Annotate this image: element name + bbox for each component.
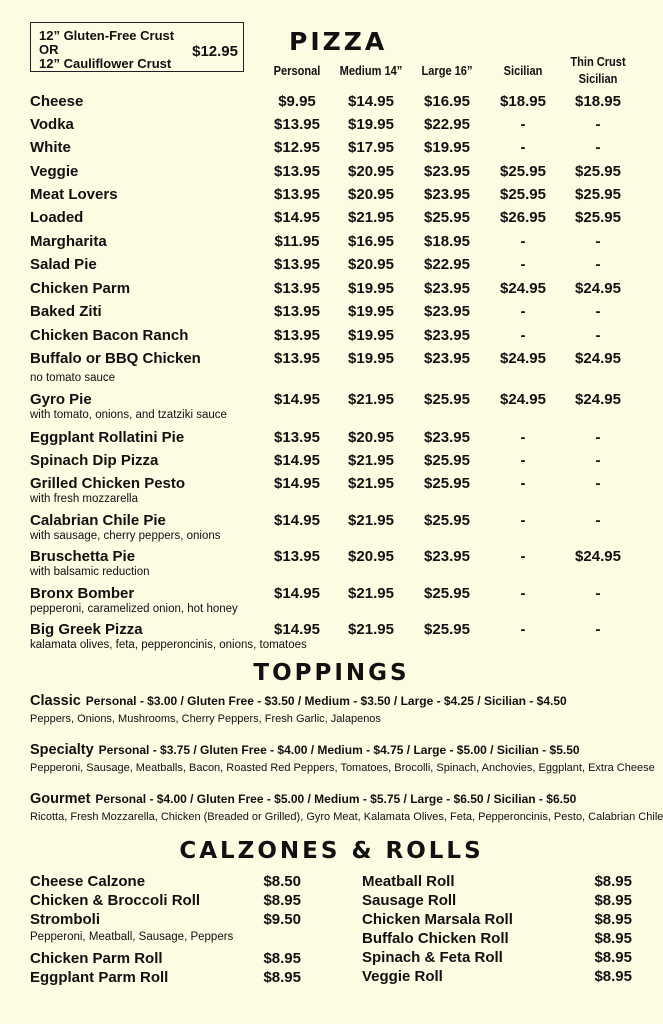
pizza-price: $21.95: [348, 391, 394, 408]
pizza-price: $21.95: [348, 209, 394, 226]
pizza-price: $23.95: [424, 548, 470, 565]
pizza-column-header: Personal: [273, 63, 321, 78]
calzone-name: Stromboli: [30, 911, 100, 928]
pizza-price: $13.95: [274, 256, 320, 273]
pizza-price: $25.95: [424, 512, 470, 529]
pizza-price: $16.95: [348, 233, 394, 250]
pizza-name: Margharita: [30, 233, 107, 250]
pizza-price: $25.95: [500, 186, 546, 203]
pizza-price: $24.95: [575, 548, 621, 565]
pizza-description: with fresh mozzarella: [30, 493, 139, 505]
gluten-free-price: $12.95: [192, 43, 238, 60]
pizza-name: Bruschetta Pie: [30, 548, 136, 565]
pizza-description: kalamata olives, feta, pepperoncinis, onions, tomatoes: [30, 639, 307, 651]
pizza-price: $24.95: [575, 280, 621, 297]
topping-group-header: [30, 741, 580, 759]
calzone-price: $9.50: [263, 911, 301, 928]
pizza-price: $23.95: [424, 280, 470, 297]
pizza-price: $24.95: [500, 350, 546, 367]
pizza-column-header: Large 16”: [421, 63, 473, 78]
topping-group-prices: Personal - $4.00 / Gluten Free - $5.00 / Medium - $5.75 / Large - $6.50 / Sicilian - $6.50: [95, 792, 577, 806]
pizza-price: -: [595, 585, 601, 602]
topping-group-prices: Personal - $3.00 / Gluten Free - $3.50 / Medium - $3.50 / Large - $4.25 / Sicilian - $4.50: [85, 694, 567, 708]
topping-group-prices: Personal - $3.75 / Gluten Free - $4.00 / Medium - $4.75 / Large - $5.00 / Sicilian - $5.50: [98, 743, 580, 757]
topping-group-name: Gourmet: [30, 791, 91, 807]
pizza-price: $25.95: [424, 475, 470, 492]
pizza-price: $25.95: [424, 452, 470, 469]
pizza-price: $23.95: [424, 163, 470, 180]
roll-name: Veggie Roll: [362, 968, 443, 985]
pizza-price: -: [595, 452, 601, 469]
calzone-price: $8.95: [263, 950, 301, 967]
pizza-name: Grilled Chicken Pesto: [30, 475, 186, 492]
pizza-name: Loaded: [30, 209, 84, 226]
pizza-price: -: [595, 621, 601, 638]
pizza-name: Bronx Bomber: [30, 585, 135, 602]
pizza-price: $19.95: [348, 116, 394, 133]
pizza-price: $25.95: [575, 186, 621, 203]
pizza-price: -: [595, 327, 601, 344]
roll-name: Buffalo Chicken Roll: [362, 930, 509, 947]
pizza-price: $22.95: [424, 256, 470, 273]
roll-name: Chicken Marsala Roll: [362, 911, 513, 928]
pizza-name: Cheese: [30, 93, 84, 110]
pizza-price: -: [520, 256, 526, 273]
topping-group-header: [30, 790, 576, 808]
pizza-price: $17.95: [348, 139, 394, 156]
pizza-price: -: [595, 429, 601, 446]
pizza-price: $13.95: [274, 327, 320, 344]
pizza-name: Calabrian Chile Pie: [30, 512, 166, 529]
pizza-price: -: [520, 585, 526, 602]
pizza-price: $25.95: [424, 391, 470, 408]
pizza-name: Chicken Bacon Ranch: [30, 327, 189, 344]
topping-group-items: Peppers, Onions, Mushrooms, Cherry Peppers, Fresh Garlic, Jalapenos: [30, 713, 381, 725]
calzone-name: Chicken & Broccoli Roll: [30, 892, 201, 909]
pizza-price: $13.95: [274, 429, 320, 446]
pizza-price: $19.95: [348, 327, 394, 344]
pizza-price: -: [595, 475, 601, 492]
pizza-price: $20.95: [348, 163, 394, 180]
pizza-price: $14.95: [274, 585, 320, 602]
pizza-price: $20.95: [348, 186, 394, 203]
pizza-price: $23.95: [424, 303, 470, 320]
pizza-name: Baked Ziti: [30, 303, 102, 320]
toppings-title: TOPPINGS: [253, 660, 410, 686]
pizza-name: Big Greek Pizza: [30, 621, 143, 638]
pizza-name: Vodka: [30, 116, 74, 133]
pizza-price: $14.95: [348, 93, 394, 110]
pizza-price: $14.95: [274, 452, 320, 469]
pizza-price: $19.95: [348, 280, 394, 297]
roll-name: Spinach & Feta Roll: [362, 949, 503, 966]
pizza-name: Eggplant Rollatini Pie: [30, 429, 185, 446]
pizza-price: $24.95: [500, 280, 546, 297]
pizza-price: $12.95: [274, 139, 320, 156]
pizza-price: $13.95: [274, 116, 320, 133]
roll-price: $8.95: [594, 873, 632, 890]
pizza-price: $20.95: [348, 429, 394, 446]
gluten-free-box: [30, 22, 244, 72]
pizza-price: -: [595, 303, 601, 320]
pizza-price: $13.95: [274, 548, 320, 565]
pizza-price: -: [520, 548, 526, 565]
calzone-price: $8.95: [263, 969, 301, 986]
cauliflower-line: 12” Cauliflower Crust: [39, 56, 172, 71]
pizza-name: Chicken Parm: [30, 280, 131, 297]
topping-group-items: Pepperoni, Sausage, Meatballs, Bacon, Roasted Red Peppers, Tomatoes, Brocolli, Spinach, Anchovies, Eggplant, Extra Cheese: [30, 762, 655, 774]
pizza-price: $25.95: [424, 585, 470, 602]
topping-group-name: Specialty: [30, 742, 94, 758]
pizza-description: no tomato sauce: [30, 372, 116, 384]
pizza-price: $23.95: [424, 429, 470, 446]
pizza-price: -: [595, 256, 601, 273]
pizza-price: $11.95: [274, 233, 320, 250]
pizza-name: Spinach Dip Pizza: [30, 452, 159, 469]
pizza-price: $9.95: [278, 93, 316, 110]
pizza-price: $24.95: [575, 350, 621, 367]
pizza-description: with tomato, onions, and tzatziki sauce: [30, 409, 227, 421]
topping-group-name: Classic: [30, 693, 81, 709]
pizza-price: $21.95: [348, 475, 394, 492]
pizza-price: $25.95: [500, 163, 546, 180]
pizza-price: -: [520, 475, 526, 492]
pizza-name: Veggie: [30, 163, 79, 180]
calzone-name: Cheese Calzone: [30, 873, 146, 890]
pizza-price: $14.95: [274, 621, 320, 638]
pizza-description: with balsamic reduction: [30, 566, 150, 578]
pizza-name: Buffalo or BBQ Chicken: [30, 350, 201, 367]
pizza-price: $25.95: [575, 209, 621, 226]
pizza-column-header: Thin Crust Sicilian: [570, 54, 626, 86]
pizza-price: $21.95: [348, 452, 394, 469]
pizza-price: $21.95: [348, 585, 394, 602]
pizza-description: with sausage, cherry peppers, onions: [30, 530, 221, 542]
pizza-price: $18.95: [575, 93, 621, 110]
pizza-price: $23.95: [424, 350, 470, 367]
pizza-price: $20.95: [348, 256, 394, 273]
calzones-title: CALZONES & ROLLS: [179, 838, 484, 864]
pizza-price: $19.95: [348, 350, 394, 367]
calzone-name: Chicken Parm Roll: [30, 950, 163, 967]
pizza-price: $14.95: [274, 475, 320, 492]
pizza-price: -: [520, 512, 526, 529]
pizza-price: -: [520, 429, 526, 446]
pizza-column-header: Sicilian: [503, 63, 543, 78]
pizza-price: $18.95: [500, 93, 546, 110]
roll-price: $8.95: [594, 892, 632, 909]
pizza-price: -: [595, 139, 601, 156]
roll-price: $8.95: [594, 911, 632, 928]
calzone-name: Eggplant Parm Roll: [30, 969, 169, 986]
pizza-price: $14.95: [274, 391, 320, 408]
pizza-price: $13.95: [274, 350, 320, 367]
pizza-title: PIZZA: [289, 27, 388, 56]
gluten-free-line: 12” Gluten-Free Crust: [39, 28, 175, 43]
pizza-description: pepperoni, caramelized onion, hot honey: [30, 603, 238, 615]
pizza-price: $13.95: [274, 280, 320, 297]
pizza-price: -: [595, 233, 601, 250]
pizza-column-header: Medium 14”: [339, 63, 403, 78]
pizza-price: -: [520, 452, 526, 469]
pizza-price: -: [520, 233, 526, 250]
pizza-name: White: [30, 139, 71, 156]
pizza-price: $25.95: [424, 621, 470, 638]
topping-group-header: [30, 692, 567, 710]
roll-price: $8.95: [594, 949, 632, 966]
pizza-price: $26.95: [500, 209, 546, 226]
pizza-price: -: [595, 116, 601, 133]
pizza-price: $13.95: [274, 303, 320, 320]
calzone-price: $8.95: [263, 892, 301, 909]
pizza-price: $25.95: [424, 209, 470, 226]
calzone-price: $8.50: [263, 873, 301, 890]
pizza-price: $23.95: [424, 327, 470, 344]
roll-name: Sausage Roll: [362, 892, 457, 909]
pizza-price: -: [520, 303, 526, 320]
pizza-price: $19.95: [348, 303, 394, 320]
pizza-price: $13.95: [274, 163, 320, 180]
roll-price: $8.95: [594, 930, 632, 947]
gluten-free-or: OR: [39, 42, 59, 57]
pizza-price: -: [595, 512, 601, 529]
pizza-price: -: [520, 116, 526, 133]
pizza-price: $24.95: [575, 391, 621, 408]
pizza-price: -: [520, 327, 526, 344]
pizza-price: $23.95: [424, 186, 470, 203]
topping-group-items: Ricotta, Fresh Mozzarella, Chicken (Breaded or Grilled), Gyro Meat, Kalamata Olives, Feta, Pepperoncinis, Pesto, Calabrian Chile: [30, 811, 663, 823]
pizza-price: -: [520, 139, 526, 156]
pizza-price: $14.95: [274, 209, 320, 226]
pizza-price: $13.95: [274, 186, 320, 203]
pizza-name: Salad Pie: [30, 256, 97, 273]
calzone-description: Pepperoni, Meatball, Sausage, Peppers: [30, 931, 234, 943]
roll-price: $8.95: [594, 968, 632, 985]
pizza-price: $18.95: [424, 233, 470, 250]
pizza-price: $20.95: [348, 548, 394, 565]
pizza-price: $25.95: [575, 163, 621, 180]
pizza-price: $21.95: [348, 512, 394, 529]
pizza-price: $19.95: [424, 139, 470, 156]
pizza-price: -: [520, 621, 526, 638]
pizza-price: $22.95: [424, 116, 470, 133]
pizza-price: $21.95: [348, 621, 394, 638]
pizza-name: Gyro Pie: [30, 391, 92, 408]
pizza-name: Meat Lovers: [30, 186, 118, 203]
pizza-price: $16.95: [424, 93, 470, 110]
pizza-price: $14.95: [274, 512, 320, 529]
roll-name: Meatball Roll: [362, 873, 455, 890]
pizza-price: $24.95: [500, 391, 546, 408]
